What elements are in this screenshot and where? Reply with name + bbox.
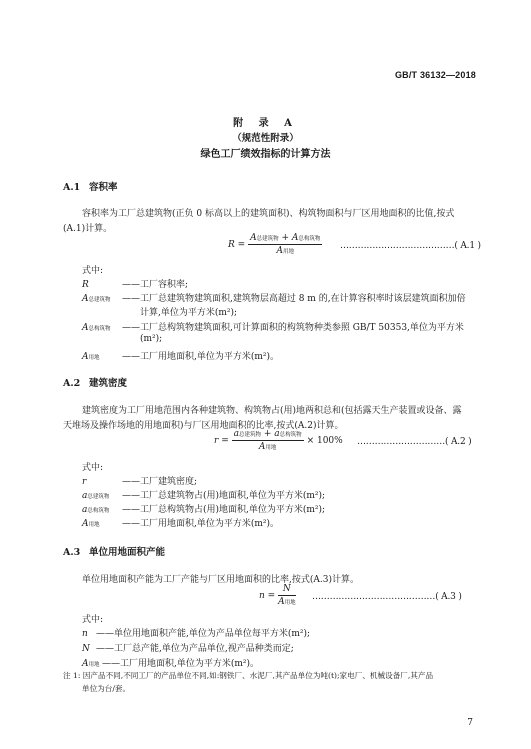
symbol: A — [278, 597, 285, 607]
a2-def-2 — [82, 488, 325, 501]
formula-numerator — [248, 233, 322, 245]
a1-def-4 — [82, 349, 279, 362]
def-text: ——工厂容积率; — [122, 280, 189, 290]
formula-eq: = — [221, 436, 229, 446]
symbol: a — [274, 429, 280, 439]
symbol: a — [233, 429, 239, 439]
subscript: 总建筑物 — [238, 432, 261, 438]
formula-lhs: r — [214, 436, 219, 446]
def-text: ——工厂总产能,单位为产品单位,视产品种类而定; — [96, 644, 294, 654]
def-symbol: a总建筑物 — [82, 491, 110, 501]
a1-intro-line-2: (A.1)计算。 — [63, 224, 113, 234]
def-text: ——工厂用地面积,单位为平方米(m²)。 — [102, 659, 260, 669]
formula-a3 — [259, 584, 296, 607]
def-text: ——单位用地面积产能,单位为产品单位每平方米(m²); — [96, 629, 311, 639]
subscript: 总构筑物 — [279, 432, 302, 438]
formula-a2-leader: …………………………( A.2 ) — [357, 437, 472, 447]
def-symbol: A总构筑物 — [82, 323, 111, 333]
formula-fraction — [278, 584, 296, 607]
section-title: 容积率 — [89, 182, 118, 193]
def-symbol: A总建筑物 — [82, 294, 111, 304]
def-text: ——工厂总构筑物占(用)地面积,单位为平方米(m²); — [122, 505, 326, 515]
a3-note-line-1: 注 1: 因产品不同,不同工厂的产品单位不同,如:钢铁厂、水泥厂,其产品单位为吨(t);家电厂、机械设备厂,其产品 — [63, 671, 434, 680]
a3-def-1 — [82, 626, 310, 639]
section-a1-heading — [63, 179, 118, 193]
formula-eq: = — [267, 591, 276, 601]
a3-def-3 — [82, 656, 259, 669]
formula-a1 — [228, 233, 322, 256]
section-number: A.3 — [63, 547, 81, 558]
a3-def-2 — [82, 641, 294, 654]
formula-multiplier: × 100% — [306, 436, 343, 446]
a2-def-3 — [82, 502, 325, 515]
appendix-name: 绿色工厂绩效指标的计算方法 — [200, 149, 331, 160]
a2-intro-line-2: 天堆场及操作场地的用地面积)与厂区用地面积的比率,按式(A.2)计算。 — [63, 421, 344, 431]
formula-denominator — [248, 245, 322, 256]
formula-a1-leader: …………………………………( A.1 ) — [340, 241, 481, 251]
section-number: A.1 — [63, 182, 81, 193]
def-text: ——工厂用地面积,单位为平方米(m²)。 — [122, 352, 280, 362]
symbol: A — [276, 246, 283, 256]
symbol: A — [258, 442, 266, 452]
def-symbol: N — [82, 644, 90, 654]
a1-def-1 — [82, 277, 188, 290]
a1-def-3-cont: (m²); — [140, 334, 163, 344]
formula-a3-leader: ……………………………………( A.3 ) — [312, 592, 462, 602]
section-a2-heading — [63, 375, 127, 389]
a1-where: 式中: — [82, 266, 104, 276]
formula-eq: = — [237, 240, 246, 250]
equation-label: ( A.2 ) — [445, 437, 472, 447]
def-symbol: n — [82, 629, 88, 639]
formula-fraction — [248, 233, 322, 256]
a1-def-2 — [82, 291, 466, 304]
formula-denominator — [232, 441, 304, 452]
def-text: ——工厂总构筑物建筑面积,可计算面积的构筑物种类参照 GB/T 50353,单位为平方米 — [122, 323, 464, 333]
plus-sign: + — [281, 233, 290, 243]
formula-fraction — [232, 429, 304, 452]
def-symbol: a总构筑物 — [82, 505, 110, 515]
formula-lhs: n — [259, 591, 265, 601]
formula-numerator: N — [278, 584, 296, 596]
def-symbol: A用地 — [82, 352, 100, 362]
def-text: ——工厂用地面积,单位为平方米(m²)。 — [122, 519, 280, 529]
section-title: 单位用地面积产能 — [89, 547, 166, 558]
a1-def-3 — [82, 320, 464, 333]
subscript: 用地 — [284, 600, 296, 606]
a2-intro-line-1: 建筑密度为工厂用地范围内各种建筑物、构筑物占(用)地两积总和(包括露天生产装置或设备、露 — [82, 406, 462, 416]
a2-def-4 — [82, 516, 279, 529]
appendix-type: （规范性附录） — [232, 133, 299, 144]
def-symbol: A用地 — [82, 659, 100, 669]
def-symbol: R — [82, 280, 89, 290]
formula-numerator — [232, 429, 304, 441]
standard-code: GB/T 36132—2018 — [394, 70, 476, 80]
section-title: 建筑密度 — [89, 378, 128, 389]
def-text: ——工厂建筑密度; — [122, 477, 198, 487]
equation-label: ( A.1 ) — [454, 241, 481, 251]
a3-where: 式中: — [82, 615, 104, 625]
subscript: 总建筑物 — [256, 236, 279, 242]
a2-where: 式中: — [82, 463, 104, 473]
plus-sign: + — [263, 429, 272, 439]
def-symbol: A用地 — [82, 519, 100, 529]
page-number: 7 — [467, 718, 473, 728]
section-a3-heading — [63, 544, 165, 558]
a3-note-line-2: 单位为台/套。 — [82, 684, 131, 693]
def-symbol: r — [82, 477, 87, 487]
a1-def-2-cont: 计算,单位为平方米(m²); — [140, 308, 238, 318]
subscript: 用地 — [282, 249, 294, 255]
a3-intro-line-1: 单位用地面积产能为工厂产能与厂区用地面积的比率,按式(A.3)计算。 — [82, 575, 359, 585]
appendix-title: 附 录 A — [233, 118, 298, 129]
formula-lhs: R — [228, 240, 235, 250]
symbol: A — [250, 233, 257, 243]
a2-def-1 — [82, 474, 197, 487]
def-text: ——工厂总建筑物占(用)地面积,单位为平方米(m²); — [122, 491, 326, 501]
formula-denominator — [278, 596, 296, 607]
formula-a2 — [214, 429, 343, 452]
symbol: A — [291, 233, 299, 243]
equation-label: ( A.3 ) — [435, 592, 462, 602]
def-text: ——工厂总建筑物建筑面积,建筑物层高超过 8 m 的,在计算容积率时该层建筑面积加倍 — [122, 294, 466, 304]
subscript: 用地 — [265, 445, 277, 451]
a1-intro-line-1: 容积率为工厂总建筑物(正负 0 标高以上的建筑面积)、构筑物面积与厂区用地面积的比值,按式 — [82, 209, 455, 219]
section-number: A.2 — [63, 378, 81, 389]
subscript: 总构筑物 — [298, 236, 321, 242]
